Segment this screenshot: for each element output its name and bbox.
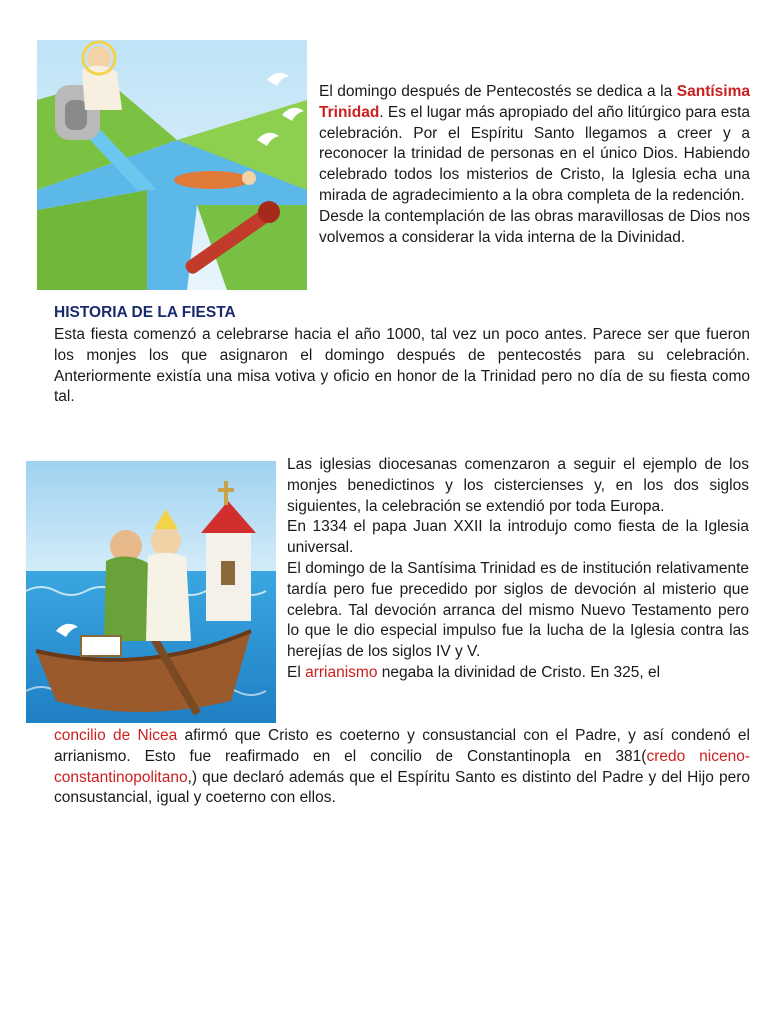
jesus-boat-illustration (26, 461, 276, 723)
body-p4-text-a: El (287, 663, 306, 681)
history-paragraph: Esta fiesta comenzó a celebrarse hacia el año 1000, tal vez un poco antes. Parece ser que fueron los monjes los que asignaron el domingo después de pentecostés para su celebración. Anteriormente existía una misa votiva y oficio en honor de la Trinidad pero no día de su fiesta como tal. (54, 326, 750, 406)
body-paragraph-2: En 1334 el papa Juan XXII la introdujo como fiesta de la Iglesia universal. (287, 518, 749, 557)
body-paragraph-group (287, 455, 749, 684)
body-paragraph-4 (287, 663, 749, 684)
santisima-trinidad-link[interactable]: Santísima Trinidad (319, 83, 750, 121)
concilio-nicea-link[interactable]: concilio de Nicea (54, 727, 178, 744)
body-paragraph-1: Las iglesias diocesanas comenzaron a seguir el ejemplo de los monjes benedictinos y los cistercienses y, en los dos siglos siguientes, la celebración se extendió por toda Europa. (287, 456, 749, 515)
body-p5-text-a: afirmó que Cristo es coeterno y consustancial con el Padre, y así condenó el arrianismo. Esto fue reafirmado en el concilio de Constantinopla en 381( (54, 727, 750, 765)
body-paragraph-3: El domingo de la Santísima Trinidad es de institución relativamente tardía pero fue precedido por siglos de devoción al misterio que celebra. Tal devoción arranca del mismo Nuevo Testamento pero lo que le dio especial impulso fue la lucha de la Iglesia contra las herejías de los siglos IV y V. (287, 559, 749, 661)
body-p5-text-b: ,) que declaró además que el Espíritu Santo es distinto del Padre y del Hijo pero consustancial, igual y coeterno con ellos. (54, 768, 750, 807)
intro-text-before: El domingo después de Pentecostés se dedica a la (319, 83, 677, 100)
jesus-boat-icon (26, 461, 276, 723)
history-heading: HISTORIA DE LA FIESTA (54, 304, 236, 321)
trinity-water-illustration (37, 40, 307, 290)
body-paragraph-5 (54, 726, 750, 809)
credo-niceno-link[interactable]: credo niceno-constantinopolitano (54, 747, 751, 786)
intro-text-after: . Es el lugar más apropiado del año litúrgico para esta celebración. Por el Espíritu Santo llegamos a creer y a reconocer la trinidad de personas en el único Dios. Habiendo celebrado todos los misterios de Cristo, la Iglesia echa una mirada de agradecimiento a la obra completa de la redención. (319, 103, 750, 204)
body-p4-text-b: negaba la divinidad de Cristo. En 325, el (377, 663, 661, 681)
trinity-water-icon (37, 40, 307, 290)
arrianismo-link[interactable]: arrianismo (305, 663, 378, 681)
intro-paragraph-2: Desde la contemplación de las obras maravillosas de Dios nos volvemos a considerar la vida interna de la Divinidad. (319, 207, 750, 246)
intro-paragraph (319, 82, 750, 248)
